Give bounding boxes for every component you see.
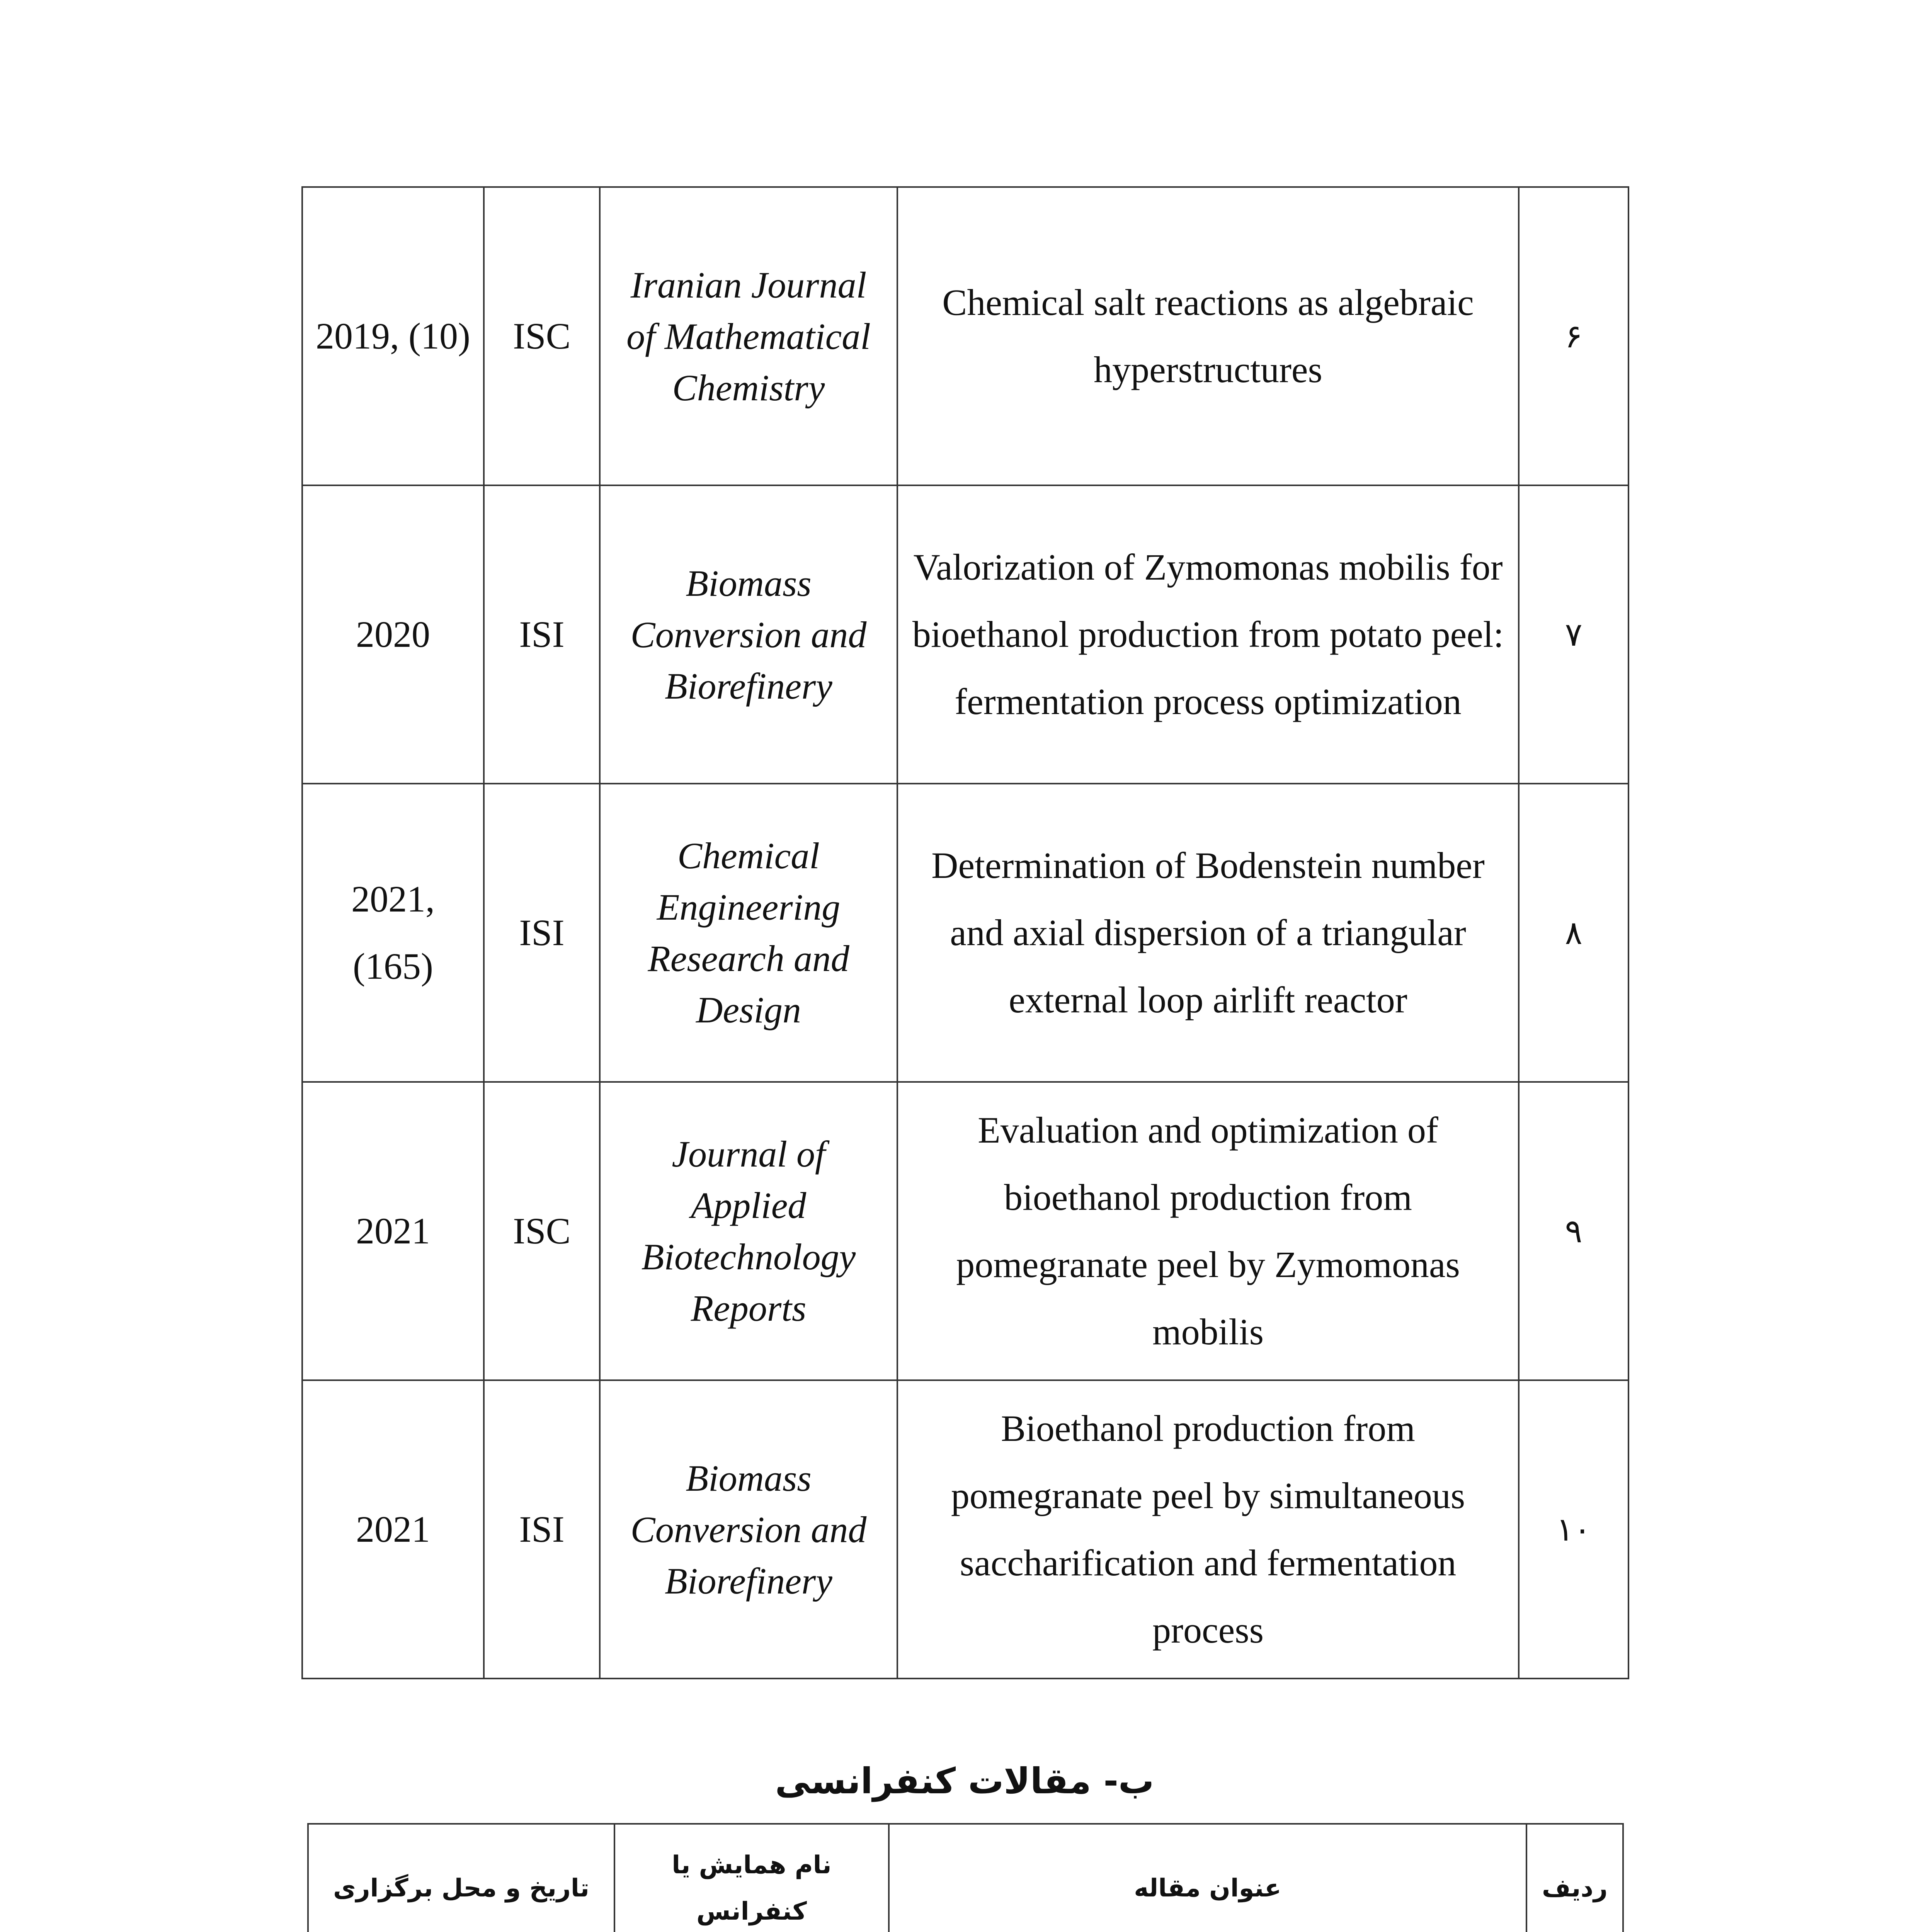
- journal-name-cell: Biomass Conversion and Biorefinery: [600, 485, 897, 784]
- header-article-title: عنوان مقاله: [889, 1824, 1526, 1932]
- year-cell: 2021: [302, 1082, 484, 1380]
- journal-articles-table: [301, 186, 1629, 1679]
- row-number-cell: ۸: [1519, 784, 1628, 1082]
- conference-papers-table: [307, 1823, 1624, 1932]
- row-number-cell: ۷: [1519, 485, 1628, 784]
- header-row-number: ردیف: [1526, 1824, 1623, 1932]
- row-number-cell: ۱۰: [1519, 1380, 1628, 1679]
- index-cell: ISC: [484, 1082, 600, 1380]
- row-number-cell: ۹: [1519, 1082, 1628, 1380]
- conference-papers-heading: ب- مقالات کنفرانسی: [775, 1760, 1154, 1802]
- row-number-cell: ۶: [1519, 187, 1628, 485]
- year-cell: 2021: [302, 1380, 484, 1679]
- index-cell: ISC: [484, 187, 600, 485]
- table-row: [302, 1082, 1628, 1380]
- journal-name-cell: Biomass Conversion and Biorefinery: [600, 1380, 897, 1679]
- year-cell: 2021, (165): [302, 784, 484, 1082]
- article-title-cell: Evaluation and optimization of bioethanol production from pomegranate peel by Zymomonas mobilis: [897, 1082, 1519, 1380]
- year-cell: 2020: [302, 485, 484, 784]
- journal-name-cell: Iranian Journal of Mathematical Chemistry: [600, 187, 897, 485]
- index-cell: ISI: [484, 1380, 600, 1679]
- table-row: [302, 784, 1628, 1082]
- article-title-cell: Chemical salt reactions as algebraic hyperstructures: [897, 187, 1519, 485]
- table-header-row: [308, 1824, 1623, 1932]
- article-title-cell: Valorization of Zymomonas mobilis for bioethanol production from potato peel: fermentation process optimization: [897, 485, 1519, 784]
- index-cell: ISI: [484, 485, 600, 784]
- table-row: [302, 485, 1628, 784]
- index-cell: ISI: [484, 784, 600, 1082]
- article-title-cell: Determination of Bodenstein number and axial dispersion of a triangular external loop airlift reactor: [897, 784, 1519, 1082]
- journal-name-cell: Chemical Engineering Research and Design: [600, 784, 897, 1082]
- year-cell: 2019, (10): [302, 187, 484, 485]
- journal-name-cell: Journal of Applied Biotechnology Reports: [600, 1082, 897, 1380]
- header-date-place: تاریخ و محل برگزاری: [308, 1824, 614, 1932]
- table-row: [302, 1380, 1628, 1679]
- header-conference-name: نام همایش یا کنفرانس: [614, 1824, 889, 1932]
- article-title-cell: Bioethanol production from pomegranate peel by simultaneous saccharification and fermentation process: [897, 1380, 1519, 1679]
- table-row: [302, 187, 1628, 485]
